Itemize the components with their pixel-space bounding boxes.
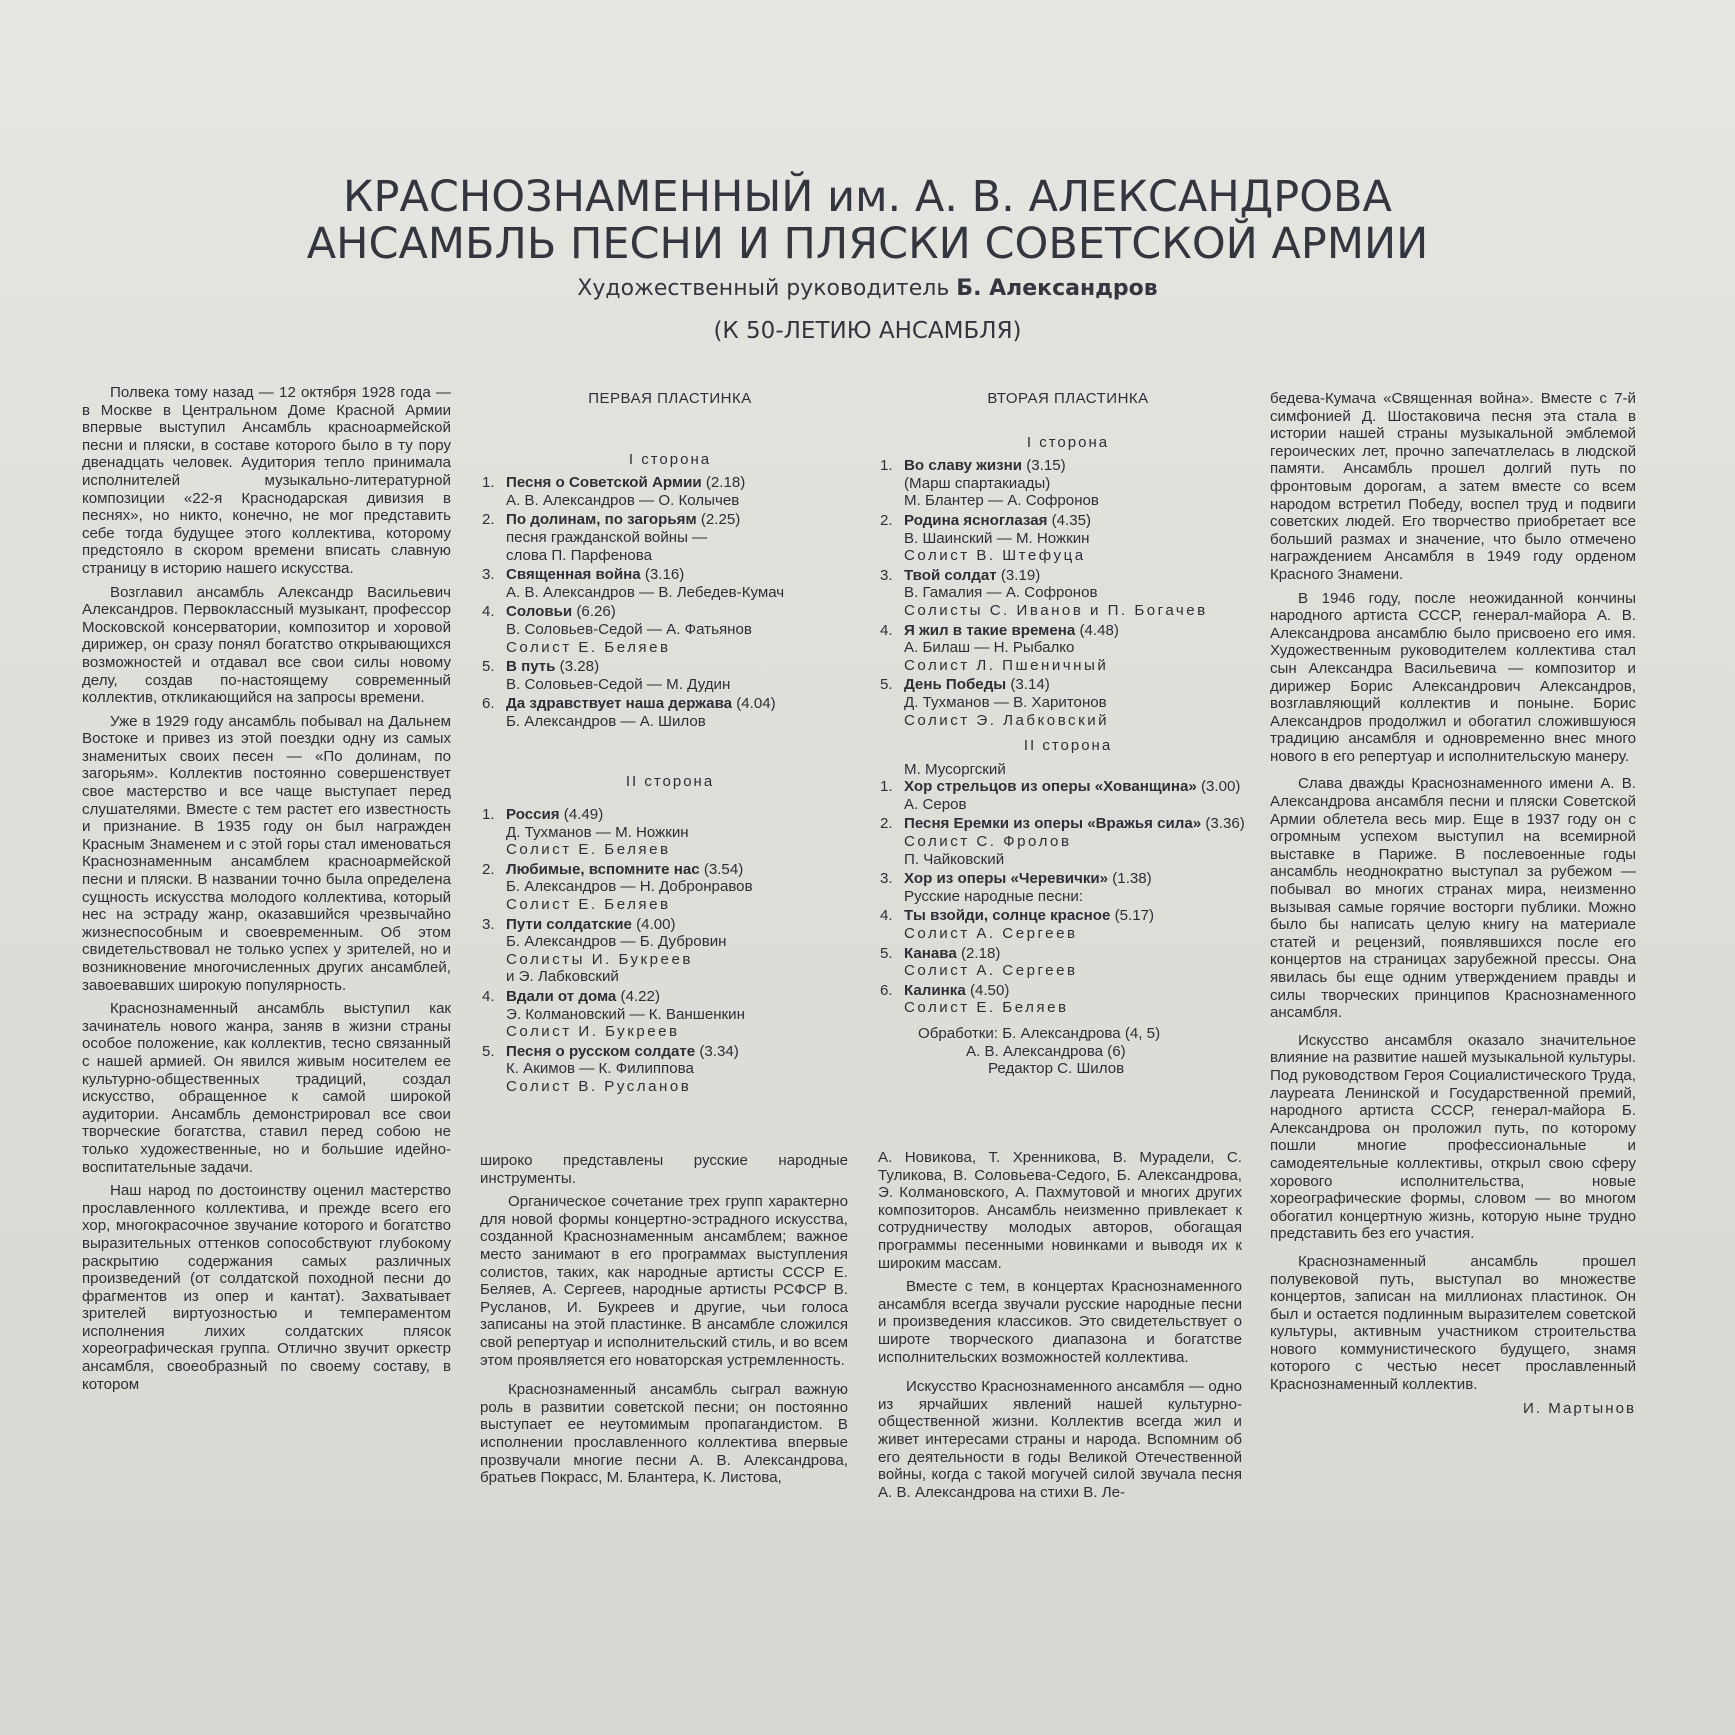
track-number: 1. (880, 778, 893, 796)
track-credit: песня гражданской войны — (506, 528, 708, 546)
track-duration: (2.18) (960, 944, 1001, 962)
track-credit: Д. Тухманов — В. Харитонов (904, 693, 1107, 711)
track-title: В путь (506, 658, 556, 676)
track-number: 4. (880, 621, 893, 639)
track-title: Любимые, вспомните нас (506, 860, 700, 878)
track-title: Во славу жизни (904, 457, 1023, 475)
article-column-4 (1270, 390, 1636, 1417)
track-number: 3. (482, 915, 495, 933)
author-signature: И. Мартынов (1523, 1399, 1636, 1417)
track-credit: Солисты И. Букреев (506, 950, 693, 968)
track-credit: Русские народные песни: (904, 887, 1084, 905)
track-credit: В. Гамалия — А. Софронов (904, 584, 1098, 602)
track-credit: и Э. Лабковский (506, 968, 619, 986)
track-item (480, 474, 860, 509)
track-item (480, 658, 860, 693)
side-2-heading: II сторона (1023, 737, 1113, 755)
track-credit: П. Чайковский (904, 850, 1005, 868)
track-number: 3. (880, 566, 893, 584)
track-credit: Солист Е. Беляев (506, 638, 671, 656)
track-number: 2. (482, 511, 495, 529)
track-number: 4. (482, 988, 495, 1006)
track-number: 5. (482, 1042, 495, 1060)
track-duration: (4.50) (969, 981, 1010, 999)
track-item (878, 567, 1258, 620)
track-item (878, 870, 1258, 905)
track-item (878, 815, 1258, 868)
title-line-1: КРАСНОЗНАМЕННЫЙ им. А. В. АЛЕКСАНДРОВА (343, 172, 1392, 222)
track-title: Священная война (506, 566, 641, 584)
track-duration: (3.14) (1010, 676, 1050, 694)
track-number: 2. (482, 860, 495, 878)
track-number: 2. (880, 511, 893, 529)
track-title: Песня о Советской Армии (506, 474, 702, 492)
track-credit: А. Билаш — Н. Рыбалко (904, 639, 1075, 657)
paragraph: Уже в 1929 году ансамбль побывал на Дальнем Востоке и привез из этой поездки одну из самых знаменитых своих песен — «По долинам, по загорьям». Коллектив постоянно совершенствует свое мастерство и все чаще выступает перед слушателями. Вместе с тем растет его известность и признание. В 1935 году он был награжден Красным Знаменем и с этой горы стал именоваться Краснознаменным ансамблем красноармейской песни и пляски. В названии точно была определена сущность искусства молодого коллектива, который нес на эстраду жанр, оказавшийся чрезвычайно жизнеспособным и своевременным. Об этом свидетельствовал не только успех у зрителей, но и возникновение многочисленных других ансамблей, завоевавших широкую популярность. (82, 712, 451, 994)
track-title: Канава (904, 944, 957, 962)
artistic-director (0, 276, 1735, 301)
director-label: Художественный руководитель (577, 276, 950, 301)
track-number: 3. (482, 566, 495, 584)
track-item (480, 861, 860, 914)
track-title: Твой солдат (904, 566, 997, 584)
track-number: 1. (482, 806, 495, 824)
editor-credit: Редактор С. Шилов (988, 1060, 1125, 1078)
side-1-tracks (878, 457, 1258, 729)
track-number: 3. (880, 870, 893, 888)
track-title: Я жил в такие времена (904, 621, 1076, 639)
paragraph: широко представлены русские народные инструменты. (480, 1152, 848, 1187)
article-column-3 (878, 1149, 1242, 1507)
track-item (480, 603, 860, 656)
paragraph: В 1946 году, после неожиданной кончины народного артиста СССР, генерал-майора А. В. Александрова ансамблю было присвоено его имя. Художественным руководителем коллектива стал сын Александра Васильевича — композитор и дирижер Борис Александрович Александров, возглавляющий коллектив и поныне. Борис Александров продолжил и обогатил сложившуюся традицию ансамбля и одновременно внес много нового в его репертуар и исполнительскую манеру. (1270, 589, 1636, 765)
track-credit: Солист Е. Беляев (506, 841, 671, 859)
track-duration: (4.49) (563, 806, 604, 824)
track-title: Песня Еремки из оперы «Вражья сила» (904, 815, 1202, 833)
track-credit: Д. Тухманов — М. Ножкин (506, 823, 689, 841)
track-item (878, 512, 1258, 565)
track-item (878, 982, 1258, 1017)
track-title: Песня о русском солдате (506, 1042, 696, 1060)
track-item (480, 695, 860, 730)
track-duration: (5.17) (1114, 907, 1155, 925)
track-duration: (4.22) (620, 988, 660, 1006)
track-duration: (3.28) (559, 658, 600, 676)
track-number: 4. (880, 907, 893, 925)
second-record-tracklist (878, 390, 1258, 1078)
side-2-heading: II сторона (625, 772, 715, 790)
paragraph: Краснознаменный ансамбль выступил как зачинатель нового жанра, заняв в жизни страны особое положение, как коллектив, тесно связанный с нашей армией. Он явился живым носителем ее культурно-общественных традиций, создал искусство, обращенное к самой широкой аудитории. Ансамбль демонстрировал все свои творческие богатства, ставил перед собою не только художественные, но и большие идейно-воспитательные задачи. (82, 1000, 451, 1176)
track-credit: В. Соловьев-Седой — А. Фатьянов (506, 620, 752, 638)
first-record-tracklist (480, 390, 860, 1098)
track-credit: Солист В. Русланов (506, 1078, 692, 1095)
track-duration: (3.16) (644, 566, 685, 584)
track-item (480, 1043, 860, 1096)
track-number: 5. (482, 658, 495, 676)
track-item (878, 778, 1258, 813)
track-duration: (6.26) (576, 603, 616, 621)
paragraph: Вместе с тем, в концертах Краснознаменного ансамбля всегда звучали русские народные песни и произведения классиков. Это свидетельствует о широте творческого диапазона и богатстве исполнительских возможностей коллектива. (878, 1278, 1242, 1366)
arrangements-line-2: А. В. Александрова (6) (966, 1042, 1126, 1060)
track-number: 1. (482, 474, 495, 492)
track-duration: (3.54) (703, 860, 744, 878)
track-credit: Э. Колмановский — К. Ваншенкин (506, 1005, 745, 1023)
paragraph: Органическое сочетание трех групп характерно для новой формы концертно-эстрадного искусства, созданной Краснознаменным ансамблем; важное место занимают в его программах выступления солистов, таких, как народные артисты СССР Е. Беляев, А. Сергеев, народные артисты РСФСР В. Русланов, И. Букреев и другие, чьи голоса записаны на этой пластинке. В ансамбле сложился свой репертуар и исполнительский стиль, и во всем этом проявляется его новаторская устремленность. (480, 1193, 848, 1369)
track-item (878, 945, 1258, 980)
composer-intro: М. Мусоргский (904, 760, 1006, 778)
track-title: Хор стрельцов из оперы «Хованщина» (904, 778, 1197, 796)
paragraph: Возглавил ансамбль Александр Васильевич Александров. Первоклассный музыкант, профессор Московской консерватории, композитор и хоровой дирижер, он сразу понял богатство открывающихся возможностей и отдавал все свои силы новому делу, создав по-настоящему современный коллектив, откликающийся на запросы времени. (82, 583, 451, 707)
track-duration: (3.34) (699, 1042, 739, 1060)
first-record-heading: ПЕРВАЯ ПЛАСТИНКА (588, 390, 752, 407)
track-credit: Солист А. Сергеев (904, 925, 1078, 943)
track-credit: В. Соловьев-Седой — М. Дудин (506, 675, 731, 693)
paragraph: Краснознаменный ансамбль сыграл важную роль в развитии советской песни; он постоянно выступает ее неутомимым пропагандистом. В исполнении прославленного коллектива впервые прозвучали многие песни А. В. Александрова, братьев Покрасс, М. Блантера, К. Листова, (480, 1381, 848, 1487)
track-item (878, 907, 1258, 942)
track-number: 6. (880, 981, 893, 999)
track-item (480, 566, 860, 601)
track-duration: (4.04) (736, 695, 776, 713)
track-credit: А. В. Александров — О. Колычев (506, 491, 740, 509)
track-title: Родина ясноглазая (904, 511, 1048, 529)
track-credit: Б. Александров — Б. Дубровин (506, 933, 727, 951)
track-duration: (4.35) (1051, 511, 1092, 529)
article-column-2 (480, 1152, 848, 1493)
track-credit: Солист А. Сергеев (904, 962, 1078, 980)
track-title: Соловьи (506, 603, 573, 621)
side-1-tracks (480, 474, 860, 730)
track-credit: К. Акимов — К. Филиппова (506, 1060, 694, 1078)
paragraph: Краснознаменный ансамбль прошел полувековой путь, выступал во множестве концертов, записан на миллионах пластинок. Он был и остается подлинным выразителем советской культуры, активным участником строительства нового коммунистического будущего, знамя которого с честью несет прославленный Краснознаменный коллектив. (1270, 1252, 1636, 1394)
track-credit: Б. Александров — Н. Добронравов (506, 878, 753, 896)
track-credit: Солист И. Букреев (506, 1023, 680, 1041)
track-number: 5. (880, 944, 893, 962)
track-duration: (3.15) (1026, 457, 1066, 475)
track-title: День Победы (904, 676, 1007, 694)
track-credit: Солисты С. Иванов и П. Богачев (904, 601, 1208, 619)
track-title: Да здравствует наша держава (506, 695, 733, 713)
track-item (878, 676, 1258, 729)
track-title: Хор из оперы «Черевички» (904, 870, 1109, 888)
track-credit: В. Шаинский — М. Ножкин (904, 529, 1090, 547)
second-record-heading: ВТОРАЯ ПЛАСТИНКА (987, 390, 1149, 407)
paragraph: Искусство Краснознаменного ансамбля — одно из ярчайших явлений нашей культурно-общественной жизни. Коллектив всегда жил и живет интересами страны и народа. Вспомним об его деятельности в годы Великой Отечественной войны, когда с такой могучей силой звучала песня А. В. Александрова на стихи В. Ле- (878, 1378, 1242, 1501)
track-credit: М. Блантер — А. Софронов (904, 492, 1099, 510)
track-title: Ты взойди, солнце красное (904, 907, 1111, 925)
anniversary-subtitle: (К 50-ЛЕТИЮ АНСАМБЛЯ) (713, 318, 1022, 344)
track-credit: Солист С. Фролов (904, 833, 1072, 851)
paragraph: А. Новикова, Т. Хренникова, В. Мурадели, С. Туликова, В. Соловьева-Седого, Б. Александрова, Э. Колмановского, А. Пахмутовой и многих других композиторов. Ансамбль неизменно привлекает к сотрудничеству молодых авторов, обогащая программы песенными новинками и выводя их к широким массам. (878, 1149, 1242, 1272)
track-item (878, 457, 1258, 510)
track-credit: Солист Е. Беляев (506, 896, 671, 914)
track-title: Вдали от дома (506, 988, 617, 1006)
director-name: Б. Александров (956, 276, 1158, 301)
track-credit: Солист Л. Пшеничный (904, 656, 1109, 674)
paragraph: Полвека тому назад — 12 октября 1928 года — в Москве в Центральном Доме Красной Армии впервые выступил Ансамбль красноармейской песни и пляски, в составе которого было в ту пору двенадцать человек. Аудитория тепло принимала исполнителей музыкально-литературной композиции «22-я Краснодарская дивизия в песнях», но никто, конечно, не мог представить себе тогда будущее этого коллектива, которому предстояло в скором времени вписать славную страницу в историю нашего искусства. (82, 384, 451, 577)
paragraph: бедева-Кумача «Священная война». Вместе с 7-й симфонией Д. Шостаковича песня эта стала в истории нашей страны музыкальной эмблемой героических лет, прочно запечатлелась в людской памяти. Ансамбль прошел долгий путь по фронтовым дорогам, а затем вместе со всем народом встретил Победу, воспел труд и подвиги советских людей. Его творчество приобретает все больший размах и значение, что было отмечено награждением Ансамбля в 1949 году орденом Красного Знамени. (1270, 390, 1636, 583)
side-1-heading: I сторона (628, 450, 712, 468)
track-duration: (4.48) (1079, 621, 1119, 639)
track-credit: слова П. Парфенова (506, 546, 653, 564)
track-credit: А. Серов (904, 795, 967, 813)
track-credit: Солист В. Штефуца (904, 547, 1086, 565)
track-item (480, 806, 860, 859)
track-title: По долинам, по загорьям (506, 511, 697, 529)
track-credit: (Марш спартакиады) (904, 474, 1051, 492)
track-item (878, 622, 1258, 675)
track-title: Россия (506, 806, 560, 824)
track-number: 4. (482, 603, 495, 621)
track-duration: (1.38) (1112, 870, 1152, 888)
track-duration: (2.18) (705, 474, 746, 492)
side-2-tracks (480, 806, 860, 1096)
track-item (480, 511, 860, 564)
arrangements-line-1: Обработки: Б. Александрова (4, 5) (918, 1025, 1161, 1042)
track-duration: (3.36) (1205, 815, 1245, 833)
track-item (480, 988, 860, 1041)
track-title: Пути солдатские (506, 915, 632, 933)
paragraph: Наш народ по достоинству оценил мастерство прославленного коллектива, и прежде всего его хор, многокрасочное звучание которого и богатство выразительных оттенков сопособствуют глубокому раскрытию содержания самых различных произведений (от солдатской походной песни до фрагментов из опер и кантат). Захватывает зрителей виртуозностью и темпераментом исполнения лихих солдатских плясок хореографическая группа. Отлично звучит оркестр ансамбля, своеобразный по своему составу, в котором (82, 1182, 451, 1393)
side-1-heading: I сторона (1026, 433, 1110, 451)
paragraph: Искусство ансамбля оказало значительное влияние на развитие нашей музыкальной культуры. Под руководством Героя Социалистического Труда, лауреата Ленинской и Государственной премий, народного артиста СССР, генерал-майора Б. Александрова он проложил путь, по которому пошли многие профессиональные и самодеятельные коллективы, открыл свою сферу хорового исполнительства, новые хореографические формы, словом — во многом обогатил концертную жизнь, которую ныне трудно представить без его участия. (1270, 1031, 1636, 1243)
side-2-tracks (878, 778, 1258, 1017)
title-line-2: АНСАМБЛЬ ПЕСНИ И ПЛЯСКИ СОВЕТСКОЙ АРМИИ (306, 219, 1429, 269)
track-title: Калинка (904, 981, 966, 999)
track-credit: А. В. Александров — В. Лебедев-Кумач (506, 583, 785, 601)
track-credit: Солист Е. Беляев (904, 999, 1069, 1017)
track-credit: Б. Александров — А. Шилов (506, 712, 706, 730)
track-number: 5. (880, 676, 893, 694)
track-item (480, 916, 860, 986)
track-duration: (3.19) (1000, 566, 1041, 584)
track-number: 2. (880, 815, 893, 833)
track-duration: (3.00) (1200, 778, 1241, 796)
article-column-1 (82, 384, 451, 1399)
paragraph: Слава дважды Краснознаменного имени А. В. Александрова ансамбля песни и пляски Советской Армии облетела весь мир. Еще в 1937 году он с огромным успехом выступил на всемирной выставке в Париже. В послевоенные годы ансамбль неоднократно выступал за рубежом — побывал во многих странах мира, неизменно вызывая самые горячие восторги публики. Можно было бы написать целую книгу на материале статей и рецензий, появлявшихся после его концертов на страницах зарубежной прессы. Она явилась бы еще одним утверждением правды и силы творческих принципов Краснознаменного ансамбля. (1270, 775, 1636, 1022)
track-number: 1. (880, 457, 893, 475)
track-duration: (4.00) (636, 915, 676, 933)
track-credit: Солист Э. Лабковский (904, 711, 1110, 729)
track-number: 6. (482, 695, 495, 713)
track-duration: (2.25) (700, 511, 741, 529)
